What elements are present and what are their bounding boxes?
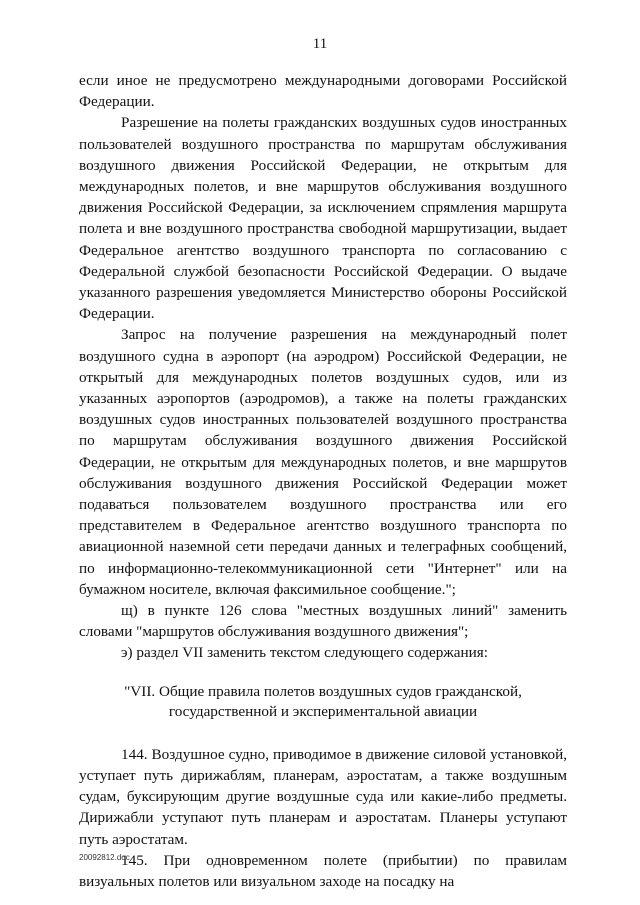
section-heading xyxy=(79,682,567,722)
paragraph-145: 145. При одновременном полете (прибытии) по правилам визуальных полетов или визуальном заходе на посадку на xyxy=(79,851,567,890)
footer-filename: 20092812.doc xyxy=(79,853,130,862)
paragraph-item-e: э) раздел VII заменить текстом следующего содержания: xyxy=(121,644,488,662)
section-heading-line-2: государственной и экспериментальной авиации xyxy=(168,702,478,720)
paragraph-continuation: если иное не предусмотрено международными договорами Российской Федерации. xyxy=(79,72,567,111)
document-body xyxy=(79,70,567,892)
paragraph-request: Запрос на получение разрешения на международный полет воздушного судна в аэропорт (на аэродром) Российской Федерации, не открытый для международных полетов воздушных судов, или из указанных аэропортов (аэродромов), а также на полеты гражданских воздушных судов иностранных пользователей воздушного пространства по маршрутам обслуживания воздушного движения Российской Федерации, не открытым для международных полетов, и вне маршрутов обслуживания воздушного движения Российской Федерации может подаваться пользователем воздушного пространства или его представителем в Федеральное агентство воздушного транспорта по авиационной наземной сети передачи данных и телеграфных сообщений, по информационно-телекоммуникационной сети "Интернет" или на бумажном носителе, включая факсимильное сообщение."; xyxy=(79,326,567,598)
paragraph-144: 144. Воздушное судно, приводимое в движение силовой установкой, уступает путь дирижаблям, планерам, аэростатам, а также воздушным судам, буксирующим другие воздушные суда или какие-либо предметы. Дирижабли уступают путь планерам и аэростатам. Планеры уступают путь аэростатам. xyxy=(79,745,567,848)
paragraph-permission: Разрешение на полеты гражданских воздушных судов иностранных пользователей воздушного пространства по маршрутам обслуживания воздушного движения Российской Федерации, не открытым для международных полетов, и вне маршрутов обслуживания воздушного движения Российской Федерации, за исключением спрямления маршрута полета и вне воздушного пространства свободной маршрутизации, выдает Федеральное агентство воздушного транспорта по согласованию с Федеральной службой безопасности Российской Федерации. О выдаче указанного разрешения уведомляется Министерство обороны Российской Федерации. xyxy=(79,114,567,323)
page-number: 11 xyxy=(312,36,328,52)
paragraph-item-shch: щ) в пункте 126 слова "местных воздушных линий" заменить словами "маршрутов обслуживания воздушного движения"; xyxy=(79,602,567,641)
section-heading-line-1: "VII. Общие правила полетов воздушных судов гражданской, xyxy=(124,682,522,700)
